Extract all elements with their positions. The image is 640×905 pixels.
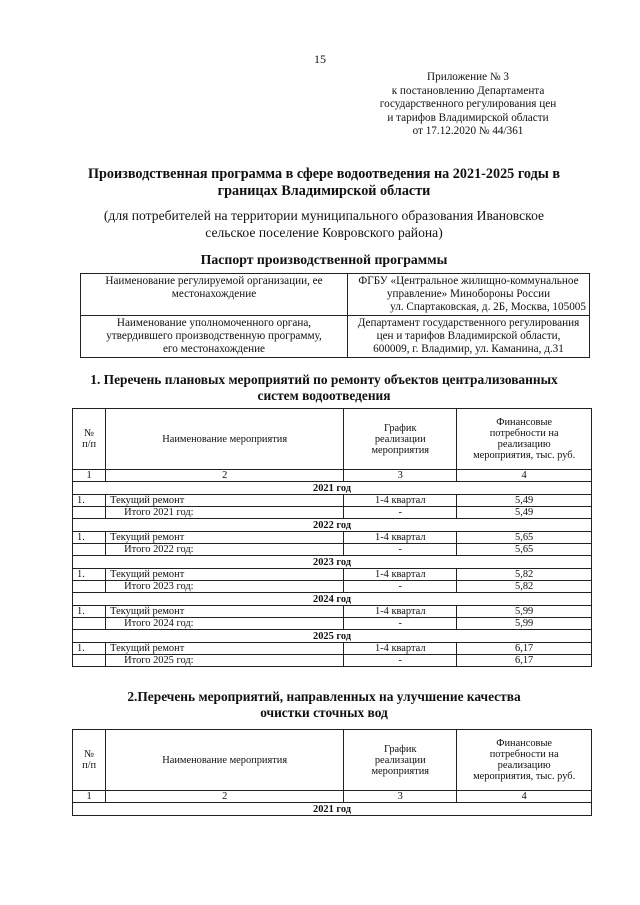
- page-number: 15: [314, 52, 326, 66]
- header-no: [73, 730, 106, 791]
- passport-label: [81, 274, 348, 316]
- total-schedule: -: [344, 581, 457, 593]
- item-name: Текущий ремонт: [106, 569, 344, 581]
- section-title-line: очистки сточных вод: [260, 705, 388, 720]
- header-line: График: [384, 743, 417, 755]
- total-schedule: -: [344, 507, 457, 519]
- title-line: границах Владимирской области: [217, 183, 431, 199]
- year-label: 2021 год: [73, 803, 592, 816]
- passport-label-line: местонахождение: [171, 288, 257, 300]
- total-row: [73, 544, 592, 556]
- item-number: 1.: [73, 606, 106, 618]
- total-row: [73, 507, 592, 519]
- total-label: Итого 2023 год:: [106, 581, 344, 593]
- section-title-line: 2.Перечень мероприятий, направленных на улучшение качества: [127, 689, 521, 704]
- document-title: [60, 166, 588, 200]
- item-finance: 5,49: [457, 495, 592, 507]
- header-name: Наименование мероприятия: [106, 409, 344, 470]
- section-1-title: [60, 372, 588, 404]
- total-label: Итого 2025 год:: [106, 655, 344, 667]
- item-schedule: 1-4 квартал: [344, 495, 457, 507]
- passport-value-line: управление» Минобороны России: [386, 288, 551, 300]
- header-finance: [457, 730, 592, 791]
- year-row: [73, 556, 592, 569]
- year-label: 2025 год: [73, 630, 592, 643]
- item-name: Текущий ремонт: [106, 495, 344, 507]
- header-line: реализацию: [497, 439, 551, 450]
- section-2-title: [60, 689, 588, 721]
- column-number: 4: [457, 470, 592, 482]
- year-row: [73, 803, 592, 816]
- item-name: Текущий ремонт: [106, 532, 344, 544]
- header-line: №: [84, 428, 95, 439]
- header-line: реализации: [374, 754, 426, 766]
- passport-row: [81, 316, 590, 358]
- total-number: [73, 544, 106, 556]
- table-header-row: [73, 730, 592, 791]
- item-finance: 5,65: [457, 532, 592, 544]
- year-row: [73, 519, 592, 532]
- year-label: 2023 год: [73, 556, 592, 569]
- header-line: мероприятия: [371, 765, 430, 777]
- table-row: [73, 569, 592, 581]
- total-schedule: -: [344, 618, 457, 630]
- passport-title: Паспорт производственной программы: [200, 252, 448, 267]
- total-label: Итого 2021 год:: [106, 507, 344, 519]
- item-number: 1.: [73, 532, 106, 544]
- header-line: Финансовые: [496, 738, 553, 749]
- passport-value-line: Департамент государственного регулирования: [357, 317, 580, 329]
- passport-label-line: Наименование регулируемой организации, ее: [105, 275, 323, 287]
- item-finance: 6,17: [457, 643, 592, 655]
- passport-value-line: ФГБУ «Центральное жилищно-коммунальное: [358, 275, 579, 287]
- year-row: [73, 482, 592, 495]
- appendix-line: от 17.12.2020 № 44/361: [412, 125, 524, 138]
- item-schedule: 1-4 квартал: [344, 606, 457, 618]
- passport-value-line: цен и тарифов Владимирской области,: [376, 330, 561, 342]
- header-line: потребности на: [489, 749, 559, 760]
- table-row: [73, 532, 592, 544]
- header-line: мероприятия, тыс. руб.: [473, 450, 576, 461]
- passport-value-line: 600009, г. Владимир, ул. Каманина, д.31: [373, 343, 564, 355]
- column-number: 1: [73, 791, 106, 803]
- appendix-line: Приложение № 3: [427, 71, 509, 83]
- header-schedule: [344, 409, 457, 470]
- header-line: мероприятия: [371, 444, 430, 456]
- item-name: Текущий ремонт: [106, 606, 344, 618]
- appendix-line: и тарифов Владимирской области: [387, 111, 549, 124]
- column-number: 4: [457, 791, 592, 803]
- total-number: [73, 581, 106, 593]
- passport-label-line: Наименование уполномоченного органа,: [116, 317, 312, 329]
- passport-row: [81, 274, 590, 316]
- passport-label: [81, 316, 348, 358]
- total-schedule: -: [344, 544, 457, 556]
- column-number: 1: [73, 470, 106, 482]
- table-row: [73, 495, 592, 507]
- item-finance: 5,82: [457, 569, 592, 581]
- total-number: [73, 618, 106, 630]
- year-label: 2021 год: [73, 482, 592, 495]
- column-number: 2: [106, 791, 344, 803]
- passport-table: [80, 273, 590, 358]
- total-finance: 6,17: [457, 655, 592, 667]
- wastewater-quality-table: [72, 729, 592, 816]
- document-subtitle: [60, 208, 588, 241]
- column-number-row: [73, 470, 592, 482]
- column-number: 2: [106, 470, 344, 482]
- year-row: [73, 630, 592, 643]
- total-number: [73, 655, 106, 667]
- total-row: [73, 618, 592, 630]
- section-title-line: 1. Перечень плановых мероприятий по ремонту объектов централизованных: [90, 372, 558, 387]
- header-line: п/п: [82, 760, 97, 771]
- total-finance: 5,82: [457, 581, 592, 593]
- repair-measures-body: [73, 482, 592, 667]
- passport-label-line: утвердившего производственную программу,: [106, 330, 322, 342]
- header-schedule: [344, 730, 457, 791]
- total-label: Итого 2024 год:: [106, 618, 344, 630]
- header-line: потребности на: [489, 428, 559, 439]
- header-no: [73, 409, 106, 470]
- passport-value-line: ул. Спартаковская, д. 2Б, Москва, 105005: [390, 301, 586, 313]
- column-number: 3: [344, 470, 457, 482]
- table-header-row: [73, 409, 592, 470]
- header-line: График: [384, 422, 417, 434]
- total-finance: 5,49: [457, 507, 592, 519]
- header-line: Финансовые: [496, 417, 553, 428]
- column-number-row: [73, 791, 592, 803]
- year-row: [73, 593, 592, 606]
- total-row: [73, 581, 592, 593]
- title-line: Производственная программа в сфере водоотведения на 2021-2025 годы в: [87, 166, 561, 182]
- appendix-line: к постановлению Департамента: [391, 84, 545, 97]
- total-schedule: -: [344, 655, 457, 667]
- table-row: [73, 643, 592, 655]
- subtitle-line: сельское поселение Ковровского района): [205, 224, 443, 240]
- header-line: мероприятия, тыс. руб.: [473, 771, 576, 782]
- appendix-line: государственного регулирования цен: [379, 98, 557, 111]
- header-line: реализацию: [497, 760, 551, 771]
- item-number: 1.: [73, 569, 106, 581]
- year-label: 2024 год: [73, 593, 592, 606]
- total-number: [73, 507, 106, 519]
- subtitle-line: (для потребителей на территории муниципального образования Ивановское: [103, 208, 545, 223]
- total-finance: 5,99: [457, 618, 592, 630]
- header-line: №: [84, 749, 95, 760]
- item-schedule: 1-4 квартал: [344, 569, 457, 581]
- header-line: п/п: [82, 439, 97, 450]
- repair-measures-table: [72, 408, 592, 667]
- passport-value: [348, 316, 590, 358]
- item-schedule: 1-4 квартал: [344, 643, 457, 655]
- passport-value: [348, 274, 590, 316]
- total-row: [73, 655, 592, 667]
- item-name: Текущий ремонт: [106, 643, 344, 655]
- appendix-block: [358, 71, 578, 139]
- header-name: Наименование мероприятия: [106, 730, 344, 791]
- passport-label-line: его местонахождение: [162, 343, 266, 355]
- header-finance: [457, 409, 592, 470]
- year-label: 2022 год: [73, 519, 592, 532]
- column-number: 3: [344, 791, 457, 803]
- total-label: Итого 2022 год:: [106, 544, 344, 556]
- item-finance: 5,99: [457, 606, 592, 618]
- item-schedule: 1-4 квартал: [344, 532, 457, 544]
- item-number: 1.: [73, 495, 106, 507]
- header-line: реализации: [374, 433, 426, 445]
- section-title-line: систем водоотведения: [257, 388, 391, 403]
- total-finance: 5,65: [457, 544, 592, 556]
- item-number: 1.: [73, 643, 106, 655]
- table-row: [73, 606, 592, 618]
